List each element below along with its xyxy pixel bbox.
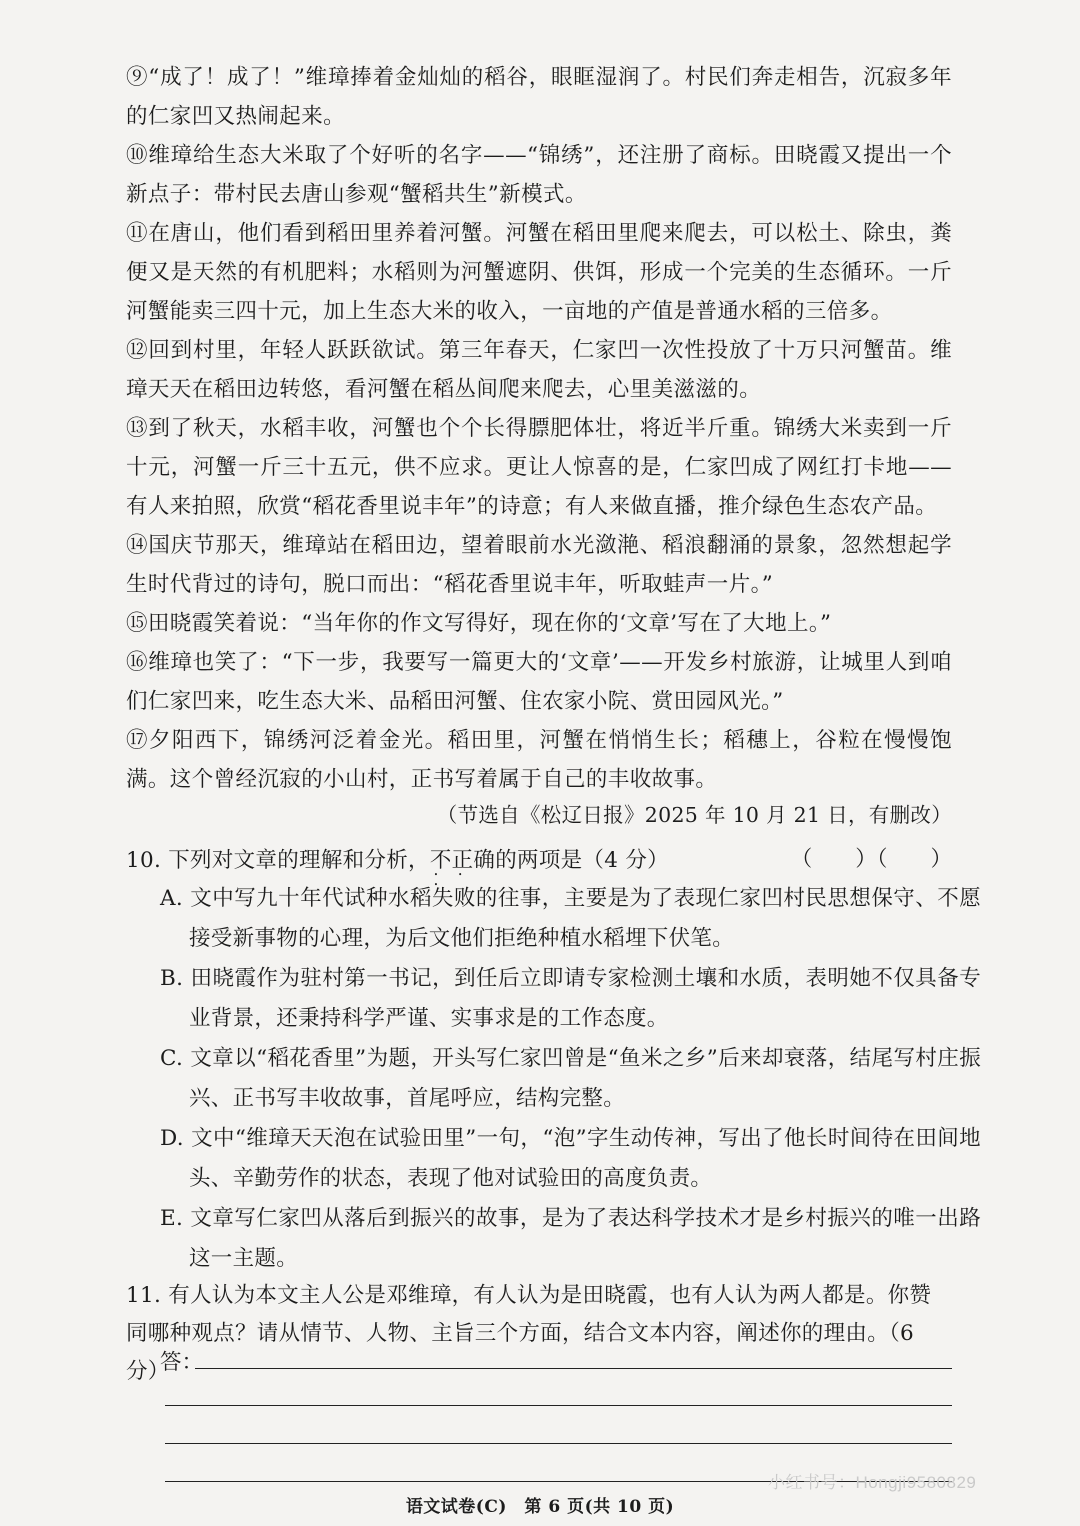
answer-label: 答： — [160, 1350, 204, 1375]
option-e: E. 文章写仁家凹从落后到振兴的故事，是为了表达科学技术才是乡村振兴的唯一出路这一主题。 — [160, 1206, 981, 1271]
answer-line[interactable] — [165, 1405, 952, 1406]
question-10-prefix: 10. 下列对文章的理解和分析， — [126, 848, 430, 873]
option-c: C. 文章以“稻花香里”为题，开头写仁家凹曾是“鱼米之乡”后来却衰落，结尾写村庄振兴、正书写丰收故事，首尾呼应，结构完整。 — [160, 1046, 981, 1111]
answer-line[interactable] — [165, 1443, 952, 1444]
answer-line[interactable] — [195, 1368, 952, 1369]
paragraph-16: ⑯维璋也笑了：“下一步，我要写一篇更大的‘文章’——开发乡村旅游，让城里人到咱们仁家凹来，吃生态大米、品稻田河蟹、住农家小院、赏田园风光。” — [126, 650, 952, 714]
paragraph-15: ⑮田晓霞笑着说：“当年你的作文写得好，现在你的‘文章’写在了大地上。” — [126, 611, 832, 636]
paragraph-10: ⑩维璋给生态大米取了个好听的名字——“锦绣”，还注册了商标。田晓霞又提出一个新点子：带村民去唐山参观“蟹稻共生”新模式。 — [126, 143, 952, 207]
paragraph-11: ⑪在唐山，他们看到稻田里养着河蟹。河蟹在稻田里爬来爬去，可以松土、除虫，粪便又是天然的有机肥料；水稻则为河蟹遮阴、供饵，形成一个完美的生态循环。一斤河蟹能卖三四十元，加上生态大米的收入，一亩地的产值是普通水稻的三倍多。 — [126, 221, 952, 324]
page-footer: 语文试卷(C) 第 6 页(共 10 页) — [405, 1497, 675, 1517]
option-b: B. 田晓霞作为驻村第一书记，到任后立即请专家检测土壤和水质，表明她不仅具备专业背景，还秉持科学严谨、实事求是的工作态度。 — [160, 966, 981, 1031]
answer-brackets: （ ）（ ） — [790, 847, 952, 872]
option-d: D. 文中“维璋天天泡在试验田里”一句，“泡”字生动传神，写出了他长时间待在田间地头、辛勤劳作的状态，表现了他对试验田的高度负责。 — [160, 1126, 981, 1191]
paragraph-14: ⑭国庆节那天，维璋站在稻田边，望着眼前水光潋滟、稻浪翻涌的景象，忽然想起学生时代背过的诗句，脱口而出：“稻花香里说丰年，听取蛙声一片。” — [126, 533, 952, 597]
question-11: 11. 有人认为本文主人公是邓维璋，有人认为是田晓霞，也有人认为两人都是。你赞同哪种观点？请从情节、人物、主旨三个方面，结合文本内容，阐述你的理由。（6 分） — [126, 1283, 932, 1384]
paragraph-17: ⑰夕阳西下，锦绣河泛着金光。稻田里，河蟹在悄悄生长；稻穗上，谷粒在慢慢饱满。这个曾经沉寂的小山村，正书写着属于自己的丰收故事。 — [126, 728, 952, 792]
option-a: A. 文中写九十年代试种水稻失败的往事，主要是为了表现仁家凹村民思想保守、不愿接受新事物的心理，为后文他们拒绝种植水稻埋下伏笔。 — [160, 886, 981, 951]
paragraph-9: ⑨“成了！成了！”维璋捧着金灿灿的稻谷，眼眶湿润了。村民们奔走相告，沉寂多年的仁家凹又热闹起来。 — [126, 65, 952, 129]
watermark: 小红书号：Hongji9580829 — [768, 1473, 977, 1492]
question-10-emphasis: 不正确 • • • — [430, 848, 495, 873]
question-10-suffix: 的两项是（4 分） — [495, 848, 669, 873]
paragraph-12: ⑫回到村里，年轻人跃跃欲试。第三年春天，仁家凹一次性投放了十万只河蟹苗。维璋天天在稻田边转悠，看河蟹在稻丛间爬来爬去，心里美滋滋的。 — [126, 338, 952, 402]
paragraph-13: ⑬到了秋天，水稻丰收，河蟹也个个长得膘肥体壮，将近半斤重。锦绣大米卖到一斤十元，河蟹一斤三十五元，供不应求。更让人惊喜的是，仁家凹成了网红打卡地——有人来拍照，欣赏“稻花香里说丰年”的诗意；有人来做直播，推介绿色生态农产品。 — [126, 416, 952, 519]
source-citation: （节选自《松辽日报》2025 年 10 月 21 日，有删改） — [436, 803, 952, 827]
